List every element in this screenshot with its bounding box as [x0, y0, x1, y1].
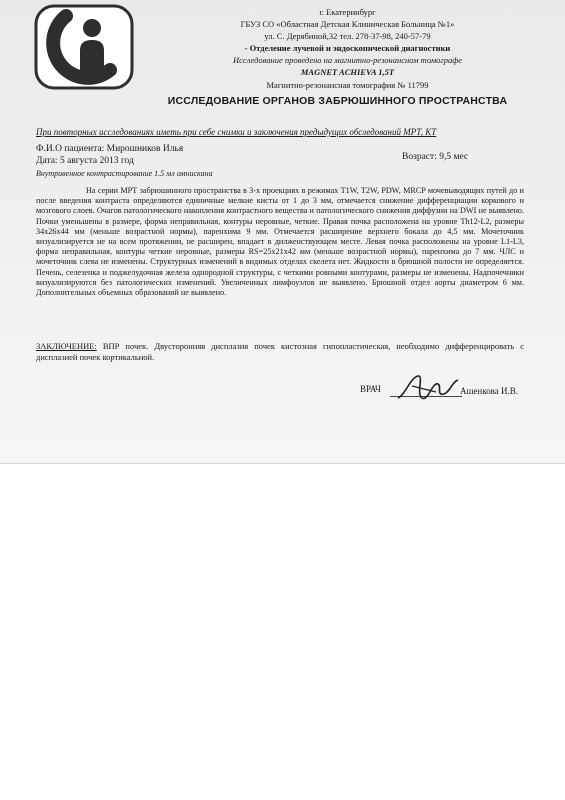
conclusion-text: ВПР почек. Двусторонняя дисплазия почек кистозная гипопластическая, необходимо дифференцировать с дисплазией почек кортикальной.	[36, 341, 524, 362]
document-title: ИССЛЕДОВАНИЕ ОРГАНОВ ЗАБРЮШИННОГО ПРОСТРАНСТВА	[167, 95, 508, 107]
header-tomography-no: Магнитно-резонансная томография № 11799	[266, 80, 429, 90]
header-hospital: ГБУЗ СО «Областная Детская Клиническая Больница №1»	[240, 19, 455, 29]
exam-date-label: Дата:	[36, 156, 58, 166]
patient-age-row	[402, 152, 468, 162]
signature-block	[360, 372, 540, 412]
header-department: - Отделение лучевой и эндоскопической диагностики	[244, 43, 451, 53]
notice-text: При повторных исследованиях иметь при себе снимки и заключения предыдущих обследований МРТ, КТ	[36, 127, 437, 137]
header-device: MAGNET ACHIEVA 1,5T	[300, 67, 395, 77]
signature-label: ВРАЧ	[360, 384, 381, 394]
hospital-logo-icon	[34, 4, 134, 90]
signature-name: Ашенкова И.В.	[460, 386, 519, 396]
handwritten-signature-icon	[392, 372, 462, 404]
conclusion-label: ЗАКЛЮЧЕНИЕ:	[36, 341, 97, 351]
patient-age: 9,5 мес	[439, 152, 469, 162]
contrast-note: Внутривенное контрастирование 1.5 мл омнискана	[36, 169, 213, 178]
patient-name: Мирошников Илья	[106, 144, 184, 154]
conclusion	[36, 341, 524, 362]
exam-date: 5 августа 2013 год	[59, 156, 134, 166]
findings-paragraph: На серии МРТ забрюшинного пространства в 3-х проекциях в режимах T1W, T2W, PDW, MRCP мочевыводящих путей до и после введения контраста определяются единичные мелкие кисты от 1 до 3 мм, отмечается снижение дифференциации коркового и мозгового слоев. Очагов патологического накопления контрастного вещества и патологического снижения диффузии на DWI не выявлено. Почки уменьшены в размере, форма неправильная, контуры неровные, четкие. Правая почка расположена на уровне Th12-L2, размеры 34х26х44 мм (меньше возрастной нормы), паренхима 9 мм. Отмечается расширение верхнего бокала до 4,5 мм. Мочеточник визуализируется не на всем протяжении, не расширен, впадает в дилженствующем месте. Левая почка расположены на уровне L1-L3, форма неправильная, контуры четкие неровные, размеры RS=25х21х42 мм (меньше возрастной нормы), паренхима до 7 мм. ЧЛС и мочеточник слева не изменены. Структурных изменений в видимых отделах скелета нет. Жидкости в брюшной полости не определяется. Печень, селезенка и поджелудочная железа однородной структуры, с четкими ровными контурами, размеры не изменены. Надпочечники визуализируются без патологических изменений. Увеличенных лимфоузлов не выявлено. Брюшной отдел аорты диаметром 6 мм. Дополнительных объемных образований не выявлено.	[36, 186, 524, 298]
patient-age-label: Возраст:	[402, 152, 437, 162]
patient-name-label: Ф.И.О пациента:	[36, 144, 105, 154]
exam-date-row	[36, 156, 134, 166]
patient-name-row	[36, 144, 183, 154]
header-address: ул. С. Дерябиной,32 тел. 278-37-98, 240-57-79	[264, 31, 431, 41]
header-city: г. Екатеринбург	[319, 7, 376, 17]
header-performed-on: Исследование проведено на магнитно-резонансном томографе	[232, 55, 463, 65]
